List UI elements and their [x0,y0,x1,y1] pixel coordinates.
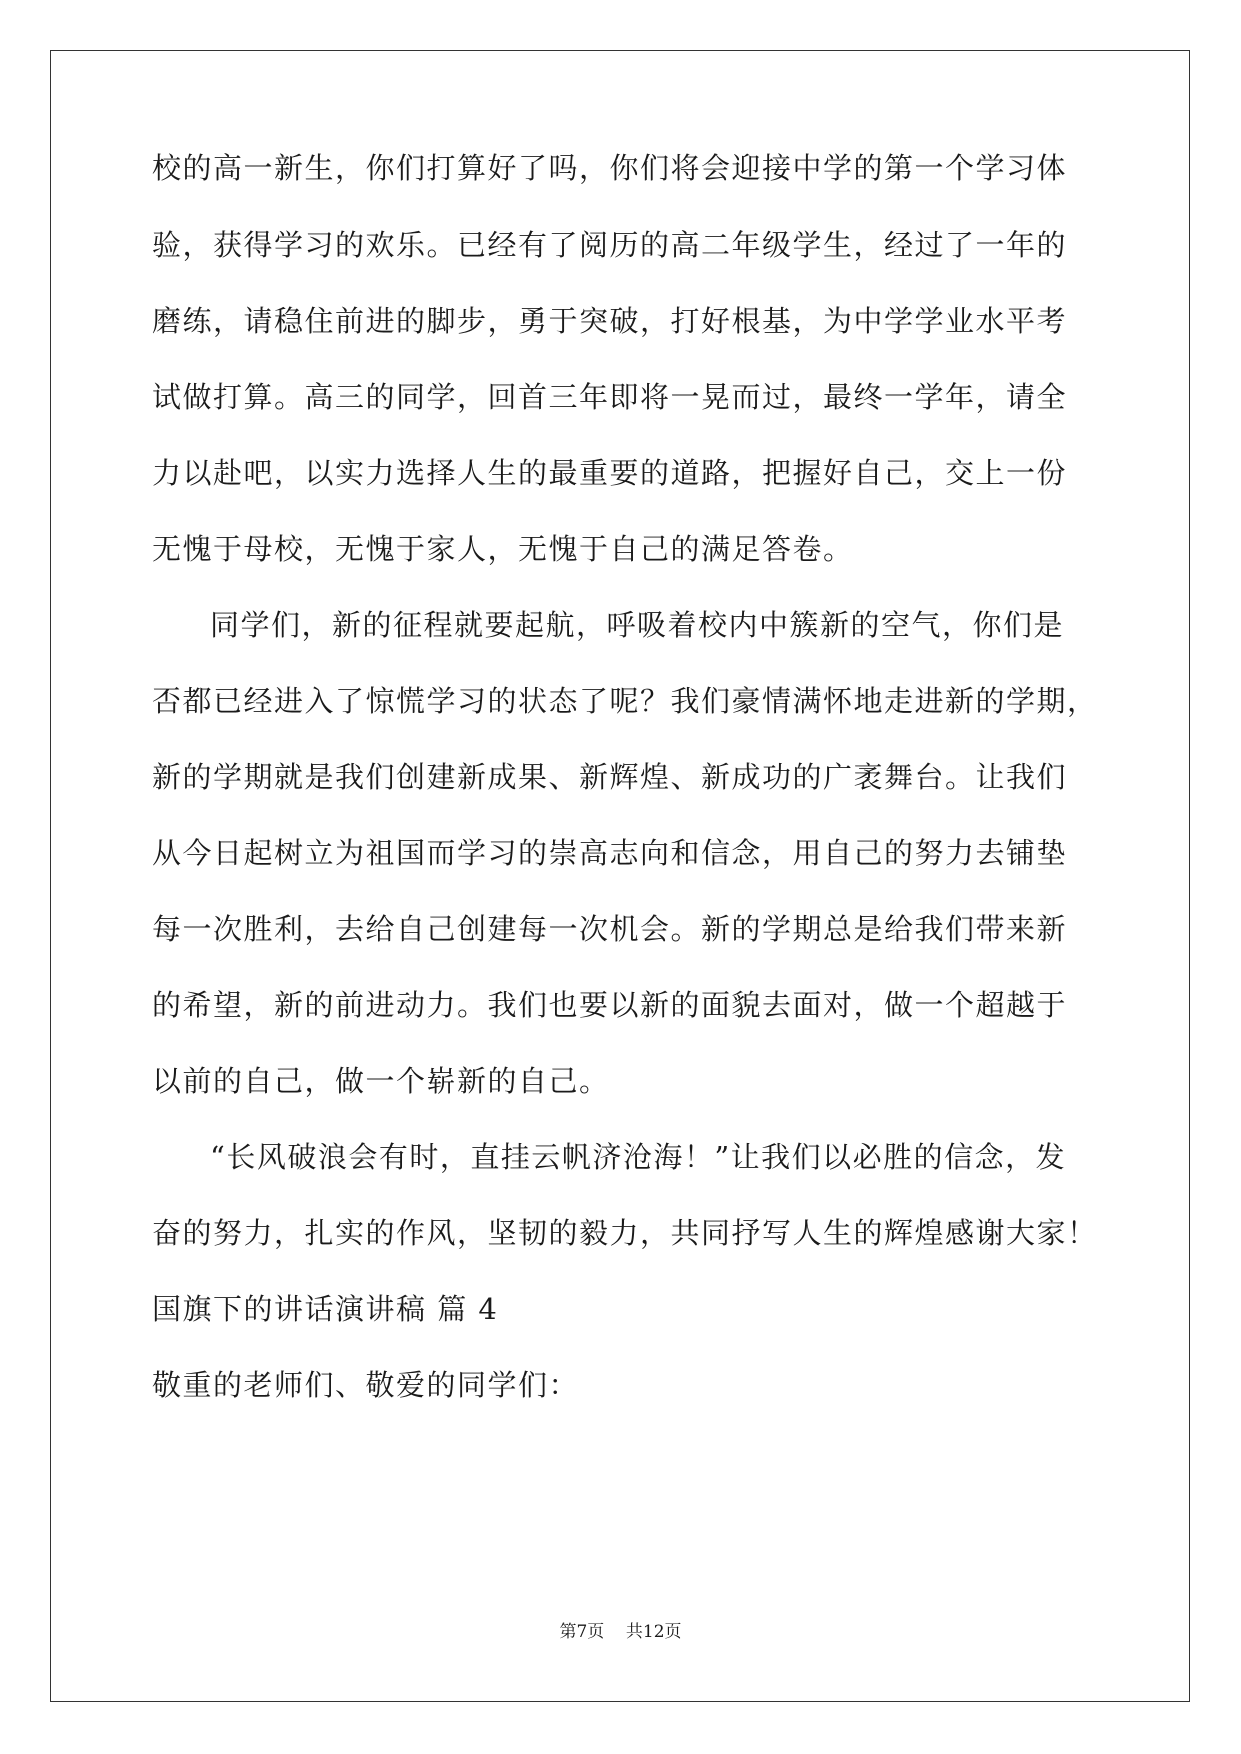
body-text-line: 的希望，新的前进动力。我们也要以新的面貌去面对，做一个超越于 [152,988,1068,1022]
page-border [50,50,1190,1702]
current-page-label: 第7页 [559,1622,605,1642]
paragraph-first-line: 同学们，新的征程就要起航，呼吸着校内中簇新的空气，你们是 [210,608,1065,642]
body-text-line: 奋的努力，扎实的作风，坚韧的毅力，共同抒写人生的辉煌感谢大家！ [152,1216,1098,1250]
body-text-line: 无愧于母校，无愧于家人，无愧于自己的满足答卷。 [152,532,854,566]
salutation-line: 敬重的老师们、敬爱的同学们： [152,1368,580,1402]
body-text-line: 验，获得学习的欢乐。已经有了阅历的高二年级学生，经过了一年的 [152,228,1068,262]
body-text-line: 力以赴吧，以实力选择人生的最重要的道路，把握好自己，交上一份 [152,456,1068,490]
body-text-line: 从今日起树立为祖国而学习的崇高志向和信念，用自己的努力去铺垫 [152,836,1068,870]
body-text-line: 否都已经进入了惊慌学习的状态了呢？我们豪情满怀地走进新的学期， [152,684,1098,718]
total-pages-label: 共12页 [625,1622,682,1642]
body-text-line: 磨练，请稳住前进的脚步，勇于突破，打好根基，为中学学业水平考 [152,304,1068,338]
page-footer [0,1621,1241,1643]
body-text-line: 新的学期就是我们创建新成果、新辉煌、新成功的广袤舞台。让我们 [152,760,1068,794]
body-text-line: 每一次胜利，去给自己创建每一次机会。新的学期总是给我们带来新 [152,912,1068,946]
body-text-line: 试做打算。高三的同学，回首三年即将一晃而过，最终一学年，请全 [152,380,1068,414]
body-text-line: 以前的自己，做一个崭新的自己。 [152,1064,610,1098]
section-heading: 国旗下的讲话演讲稿 篇 4 [152,1292,499,1326]
body-text-line: 校的高一新生，你们打算好了吗，你们将会迎接中学的第一个学习体 [152,151,1068,185]
paragraph-first-line: “长风破浪会有时，直挂云帆济沧海！”让我们以必胜的信念，发 [210,1140,1067,1174]
